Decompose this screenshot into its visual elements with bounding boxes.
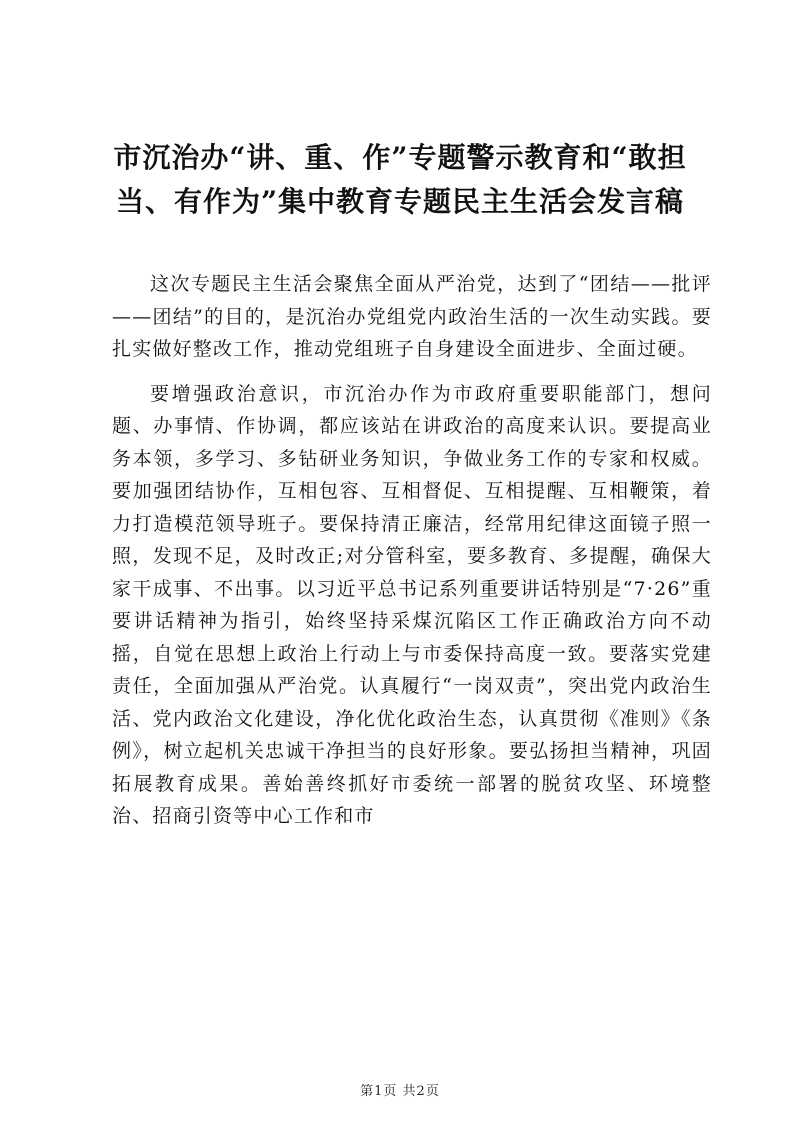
paragraph: 要增强政治意识，市沉治办作为市政府重要职能部门，想问题、办事情、作协调，都应该站在讲政治的高度来认识。要提高业务本领，多学习、多钻研业务知识，争做业务工作的专家和权威。要加强团结协作，互相包容、互相督促、互相提醒、互相鞭策，着力打造模范领导班子。要保持清正廉洁，经常用纪律这面镜子照一照，发现不足，及时改正;对分管科室，要多教育、多提醒，确保大家干成事、不出事。以习近平总书记系列重要讲话特别是“7·26”重要讲话精神为指引，始终坚持采煤沉陷区工作正确政治方向不动摇，自觉在思想上政治上行动上与市委保持高度一致。要落实党建责任，全面加强从严治党。认真履行“一岗双责”，突出党内政治生活、党内政治文化建设，净化优化政治生态，认真贯彻《准则》《条例》，树立起机关忠诚干净担当的良好形象。要弘扬担当精神，巩固拓展教育成果。善始善终抓好市委统一部署的脱贫攻坚、环境整治、招商引资等中心工作和市 (112, 382, 712, 827)
paragraph: 这次专题民主生活会聚焦全面从严治党，达到了“团结——批评——团结”的目的，是沉治办党组党内政治生活的一次生动实践。要扎实做好整改工作，推动党组班子自身建设全面进步、全面过硬。 (112, 273, 712, 360)
page-number-footer: 第1页 共2页 (360, 1084, 440, 1099)
document-body (112, 268, 712, 845)
document-title: 市沉治办“讲、重、作”专题警示教育和“敢担当、有作为”集中教育专题民主生活会发言稿 (113, 141, 687, 218)
